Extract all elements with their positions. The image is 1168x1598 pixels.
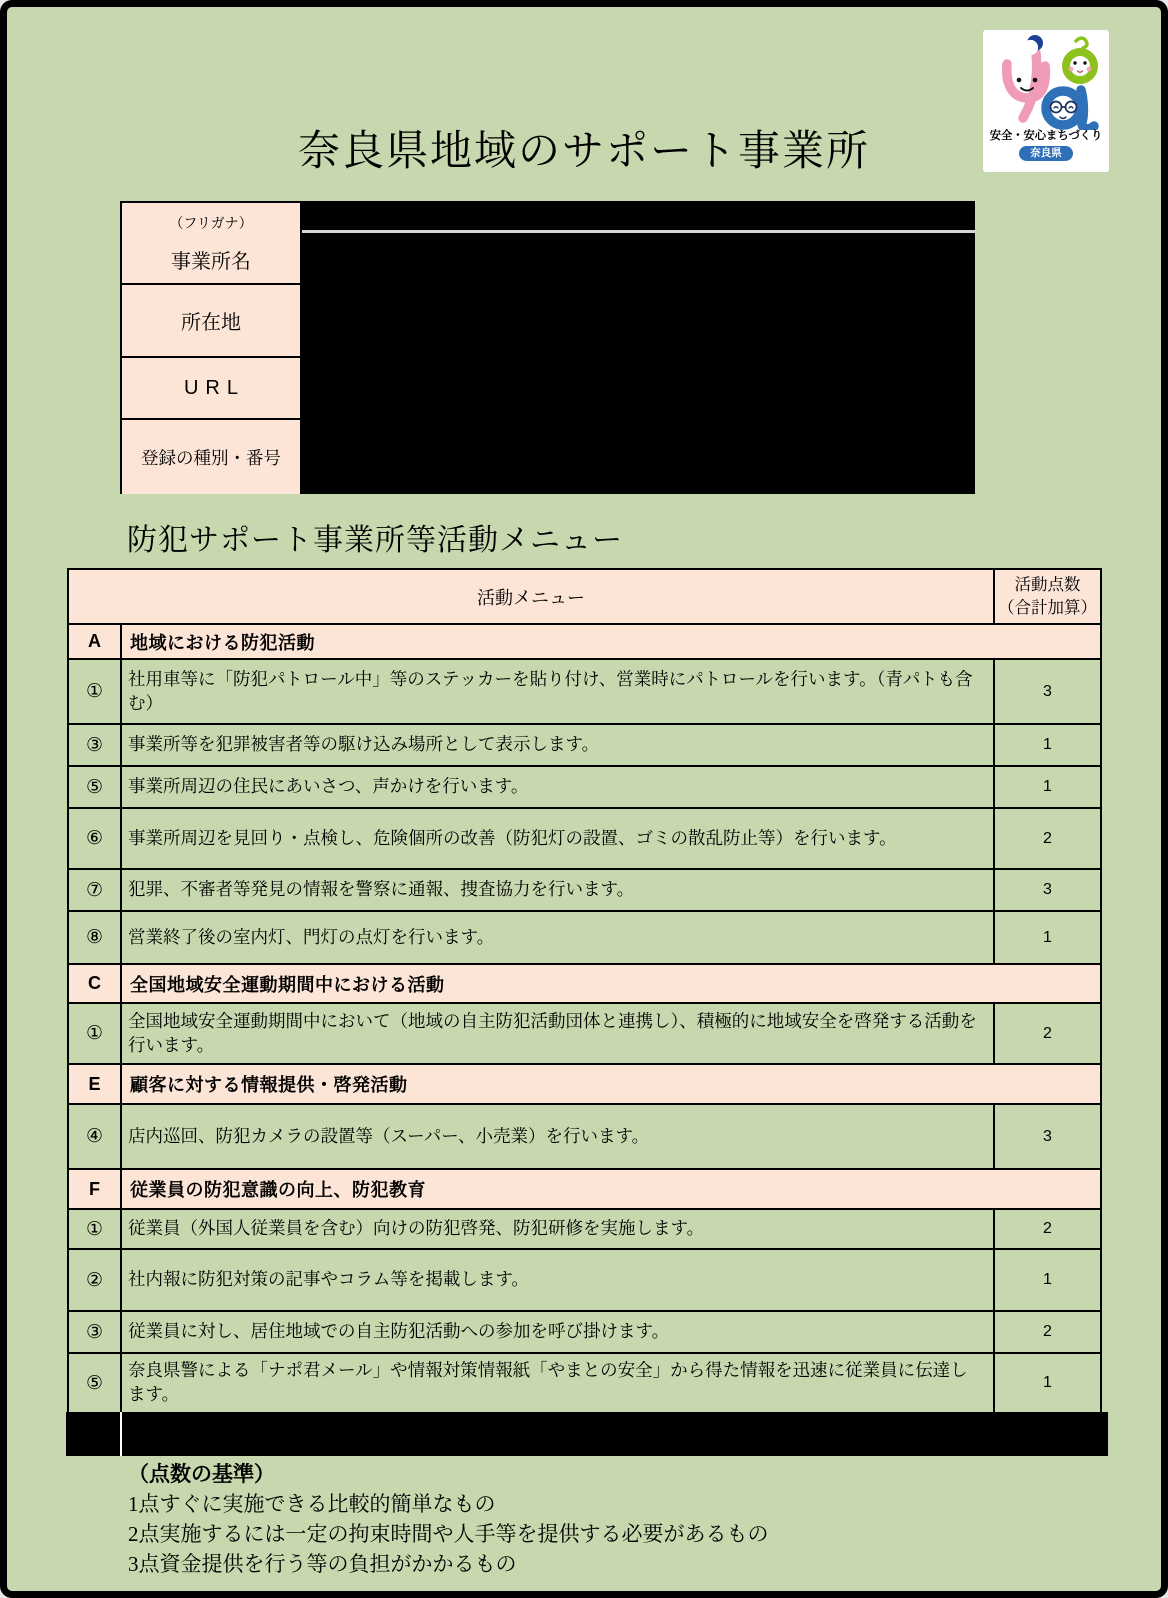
redacted-row-cell-divider [120,1412,122,1456]
form-label-registration: 登録の種別・番号 [120,418,302,494]
menu-column-header: 活動メニュー [68,569,994,624]
section-row-F: F 従業員の防犯意識の向上、防犯教育 [68,1169,1101,1209]
note-line-2: 2点実施するには一定の拘束時間や人手等を提供する必要があるもの [128,1522,769,1546]
form-label-address: 所在地 [120,283,302,356]
business-info-form [120,201,975,494]
points-column-header: 活動点数 （合計加算） [994,569,1101,624]
section-row-A: A 地域における防犯活動 [68,624,1101,659]
table-row: ⑤ 奈良県警による「ナポ君メール」や情報対策情報紙「やまとの安全」から得た情報を迅速に従業員に伝達します。 1 [68,1353,1101,1413]
table-row: ③ 従業員に対し、居住地域での自主防犯活動への参加を呼び掛けます。 2 [68,1311,1101,1353]
table-row: ① 社用車等に「防犯パトロール中」等のステッカーを貼り付け、営業時にパトロールを行います。（青パトも含む） 3 [68,659,1101,724]
menu-section-heading: 防犯サポート事業所等活動メニュー [127,524,623,557]
mascot-graphic [983,30,1109,130]
business-name-label: 事業所名 [171,250,251,273]
furigana-row-divider [302,230,975,233]
logo-caption: 安全・安心まちづくり [989,130,1103,142]
form-label-url: URL [120,356,302,418]
table-row: ⑥ 事業所周辺を見回り・点検し、危険個所の改善（防犯灯の設置、ゴミの散乱防止等）を行います。 2 [68,808,1101,869]
table-row: ④ 店内巡回、防犯カメラの設置等（スーパー、小売業）を行います。 3 [68,1104,1101,1169]
redacted-form-values [302,201,975,494]
score-criteria-notes [128,1459,769,1579]
table-row: ② 社内報に防犯対策の記事やコラム等を掲載します。 1 [68,1249,1101,1311]
logo-prefecture-badge: 奈良県 [1019,146,1073,161]
activity-menu-table [67,568,1102,1414]
table-row: ⑧ 営業終了後の室内灯、門灯の点灯を行います。 1 [68,911,1101,964]
section-row-E: E 顧客に対する情報提供・啓発活動 [68,1064,1101,1104]
table-row: ⑦ 犯罪、不審者等発見の情報を警察に通報、捜査協力を行います。 3 [68,869,1101,911]
note-line-1: 1点すぐに実施できる比較的簡単なもの [128,1492,496,1516]
form-label-business-name [120,201,302,283]
table-row: ③ 事業所等を犯罪被害者等の駆け込み場所として表示します。 1 [68,724,1101,766]
table-header-row [68,569,1101,624]
page-title: 奈良県地域のサポート事業所 [297,127,870,174]
table-row: ① 従業員（外国人従業員を含む）向けの防犯啓発、防犯研修を実施します。 2 [68,1209,1101,1249]
notes-heading: （点数の基準） [128,1462,275,1486]
section-row-C: C 全国地域安全運動期間中における活動 [68,964,1101,1003]
note-line-3: 3点資金提供を行う等の負担がかかるもの [128,1552,517,1576]
table-row: ⑤ 事業所周辺の住民にあいさつ、声かけを行います。 1 [68,766,1101,808]
table-row: ① 全国地域安全運動期間中において（地域の自主防犯活動団体と連携し）、積極的に地域安全を啓発する活動を行います。 2 [68,1003,1101,1064]
furigana-label: （フリガナ） [169,214,253,231]
safety-town-logo [983,30,1109,172]
redacted-table-row [66,1412,1108,1456]
